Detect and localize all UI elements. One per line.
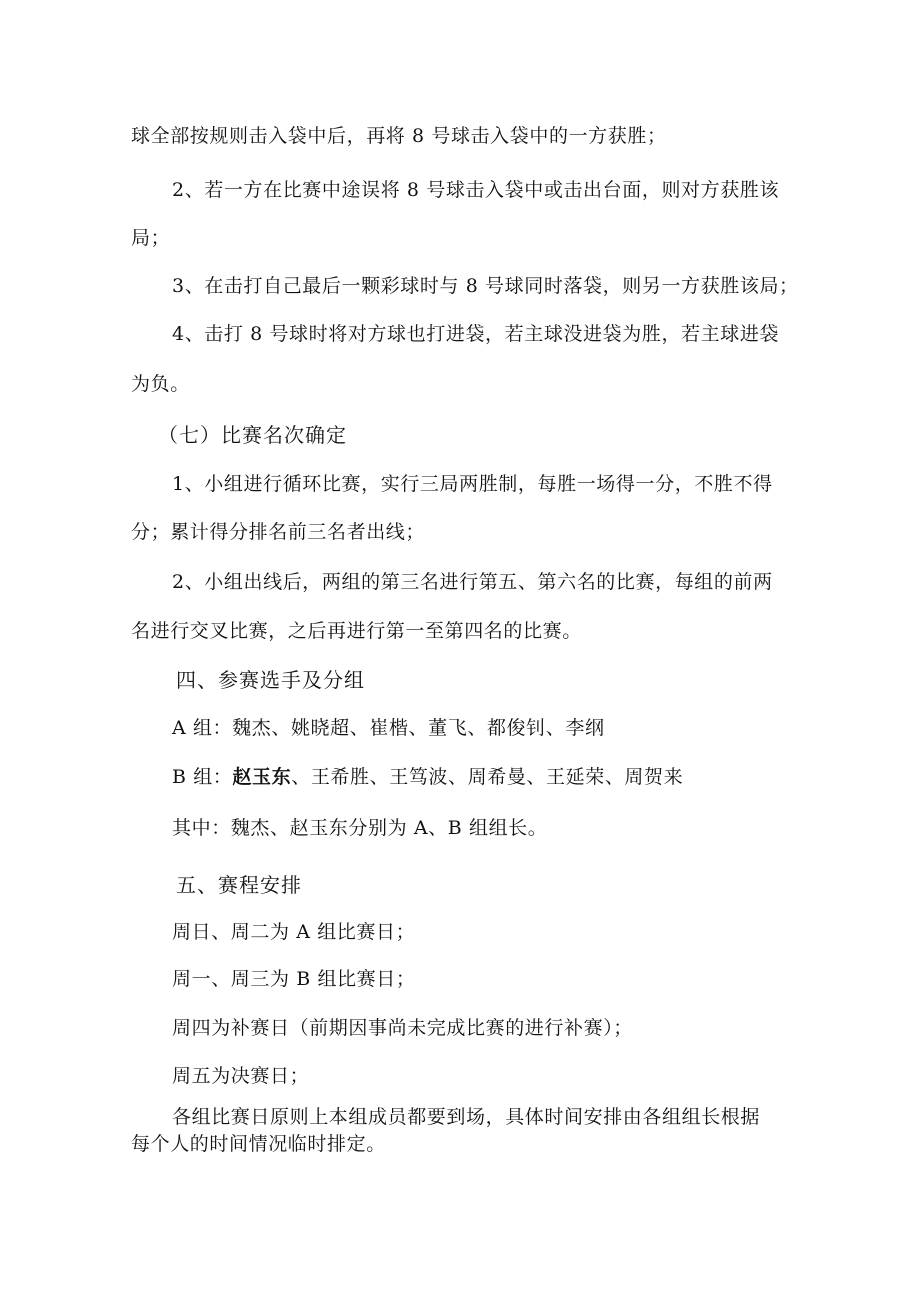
schedule-note-cont: 每个人的时间情况临时排定。: [131, 1133, 386, 1155]
schedule-note: 各组比赛日原则上本组成员都要到场，具体时间安排由各组组长根据: [172, 1106, 761, 1128]
ranking-heading: （七）比赛名次确定: [158, 423, 347, 447]
group-b-leader-name: 赵玉东: [232, 766, 292, 788]
ranking-rule-1-text-cont: 分；累计得分排名前三名者出线；: [131, 521, 426, 543]
rule-4-text-cont: 为负。: [131, 373, 190, 395]
schedule-line-3: 周四为补赛日（前期因事尚未完成比赛的进行补赛）；: [172, 1017, 633, 1039]
group-b-members: 、王希胜、王笃波、周希曼、王延荣、周贺来: [291, 766, 684, 788]
group-b-list: [172, 765, 683, 789]
schedule-line-1: 周日、周二为 A 组比赛日；: [172, 921, 416, 943]
ranking-rule-1-text: 1、小组进行循环比赛，实行三局两胜制，每胜一场得一分，不胜不得: [172, 473, 773, 495]
players-heading: 四、参赛选手及分组: [176, 668, 365, 692]
group-b-label: B 组：: [172, 766, 233, 788]
schedule-line-4: 周五为决赛日；: [172, 1065, 310, 1087]
group-a-list: A 组：魏杰、姚晓超、崔楷、董飞、都俊钊、李纲: [172, 717, 605, 739]
rule-3-text: 3、在击打自己最后一颗彩球时与 8 号球同时落袋，则另一方获胜该局；: [172, 275, 799, 297]
schedule-heading: 五、赛程安排: [176, 873, 302, 897]
ranking-rule-2-text: 2、小组出线后，两组的第三名进行第五、第六名的比赛，每组的前两: [172, 571, 773, 593]
schedule-line-2: 周一、周三为 B 组比赛日；: [172, 968, 416, 990]
rule-2-text: 2、若一方在比赛中途误将 8 号球击入袋中或击出台面，则对方获胜该: [172, 179, 780, 201]
captains-note: 其中：魏杰、赵玉东分别为 A、B 组组长。: [172, 817, 548, 839]
rule-continuation-text: 球全部按规则击入袋中后，再将 8 号球击入袋中的一方获胜；: [131, 125, 667, 147]
rule-2-text-cont: 局；: [131, 227, 171, 249]
ranking-rule-2-text-cont: 名进行交叉比赛，之后再进行第一至第四名的比赛。: [131, 620, 582, 642]
rule-4-text: 4、击打 8 号球时将对方球也打进袋，若主球没进袋为胜，若主球进袋: [172, 323, 780, 345]
